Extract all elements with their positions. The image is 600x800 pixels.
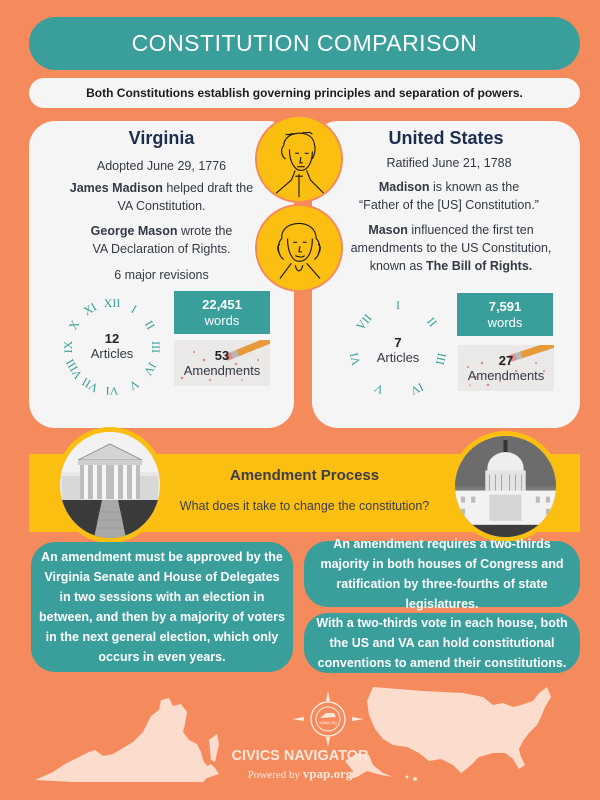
- clock-numeral: II: [142, 318, 159, 332]
- mason-text: wrote the: [177, 224, 233, 238]
- virginia-heading: Virginia: [128, 128, 195, 148]
- us-amendment-text: An amendment requires a two-thirds majority in both houses of Congress and ratification by three-fourths of state legislatures.: [320, 537, 564, 611]
- madison-text: is known as the: [429, 180, 520, 194]
- clock-numeral: V: [371, 380, 386, 397]
- us-words-box: [457, 293, 553, 336]
- articles-label: Articles: [376, 350, 420, 365]
- compass-logo-icon: [264, 691, 392, 747]
- amendment-process-title: Amendment Process: [229, 467, 380, 484]
- us-madison-line2: “Father of the [US] Constitution.”: [359, 198, 539, 212]
- virginia-card: [29, 121, 294, 428]
- amendments-count: 53: [214, 348, 230, 363]
- virginia-capitol-icon: [60, 432, 160, 538]
- civics-navigator-brand: CIVICS NAVIGATOR: [231, 748, 369, 764]
- logo-text: vpap.org: [319, 720, 337, 725]
- clock-numeral: VII: [79, 374, 101, 396]
- madison-text: helped draft the: [162, 181, 254, 195]
- convention-card: [304, 613, 580, 673]
- page-subtitle: Both Constitutions establish governing principles and separation of powers.: [86, 86, 523, 100]
- us-ratified: Ratified June 21, 1788: [386, 156, 512, 170]
- virginia-amendments-box: [174, 340, 270, 386]
- us-madison-line: [312, 178, 580, 196]
- virginia-madison-line2: VA Constitution.: [117, 199, 206, 213]
- clock-numeral: I: [128, 301, 140, 316]
- mason-portrait-icon: [257, 206, 341, 290]
- powered-prefix: Powered by: [247, 769, 303, 781]
- madison-name: Madison: [378, 180, 430, 194]
- clock-numeral: II: [424, 314, 441, 330]
- articles-count: 7: [394, 335, 402, 350]
- virginia-words-box: [174, 291, 270, 334]
- united-states-card: [312, 121, 580, 428]
- us-amendment-process-card: [304, 537, 580, 611]
- clock-numeral: XI: [81, 299, 99, 319]
- clock-numeral: IX: [61, 340, 75, 354]
- clock-numeral: III: [149, 341, 163, 353]
- us-amendments-box: [458, 345, 554, 391]
- virginia-amendment-text: An amendment must be approved by the Virginia Senate and House of Delegates in two sessions with an election in between, and then by a majority of voters in the next general election, which only occurs in even years.: [39, 550, 285, 664]
- clock-numeral: I: [396, 298, 400, 312]
- bill-of-rights: The Bill of Rights.: [426, 259, 533, 273]
- clock-numeral: VI: [346, 351, 364, 367]
- clock-numeral: X: [65, 317, 83, 333]
- virginia-capitol-photo: [55, 427, 165, 543]
- bill-prefix: known as: [369, 259, 427, 273]
- articles-count: 12: [104, 331, 120, 346]
- us-capitol-icon: [455, 436, 556, 537]
- us-mason-line2: amendments to the US Constitution,: [350, 241, 552, 255]
- us-capitol-photo: [450, 431, 561, 542]
- virginia-articles-clock: [61, 295, 163, 398]
- subtitle-banner: [29, 78, 580, 108]
- us-articles-clock: [346, 295, 450, 398]
- virginia-adopted: Adopted June 29, 1776: [96, 159, 227, 173]
- words-label: words: [487, 314, 523, 330]
- virginia-mason-line: [29, 222, 294, 240]
- clock-numeral: XII: [103, 296, 121, 310]
- clock-numeral: VIII: [62, 356, 86, 382]
- mason-portrait: [255, 204, 343, 292]
- words-count: 22,451: [202, 296, 242, 312]
- virginia-revisions: 6 major revisions: [114, 268, 209, 282]
- clock-numeral: VII: [352, 310, 375, 333]
- convention-text: With a two-thirds vote in each house, both the US and VA can hold constitutional conventions to amend their constitutions.: [316, 616, 568, 670]
- clock-numeral: III: [432, 351, 450, 367]
- madison-portrait: [255, 115, 343, 203]
- us-heading: United States: [388, 128, 504, 148]
- amendments-label: Amendments: [183, 363, 261, 378]
- virginia-map-icon: [33, 694, 223, 784]
- madison-name: James Madison: [69, 181, 163, 195]
- mason-text: influenced the first ten: [407, 223, 534, 237]
- clock-numeral: IV: [140, 360, 160, 378]
- words-label: words: [204, 312, 240, 328]
- amendment-process-question: What does it take to change the constitution?: [179, 499, 430, 513]
- articles-label: Articles: [90, 346, 134, 361]
- clock-numeral: V: [126, 376, 142, 394]
- clock-numeral: VI: [105, 384, 119, 398]
- clock-numeral: IV: [408, 379, 426, 398]
- vpap-link[interactable]: vpap.org: [302, 766, 353, 781]
- powered-by: [200, 766, 400, 782]
- us-mason-line3: [312, 257, 580, 275]
- us-mason-line: [312, 221, 580, 239]
- title-banner: [29, 17, 580, 70]
- virginia-madison-line: [29, 179, 294, 197]
- words-count: 7,591: [488, 298, 522, 314]
- page-title: CONSTITUTION COMPARISON: [131, 30, 478, 56]
- mason-name: George Mason: [90, 224, 178, 238]
- mason-name: Mason: [368, 223, 408, 237]
- amendments-count: 27: [498, 353, 514, 368]
- madison-portrait-icon: [257, 117, 341, 201]
- virginia-mason-line2: VA Declaration of Rights.: [92, 242, 231, 256]
- virginia-amendment-process-card: [31, 542, 293, 672]
- amendments-label: Amendments: [467, 368, 545, 383]
